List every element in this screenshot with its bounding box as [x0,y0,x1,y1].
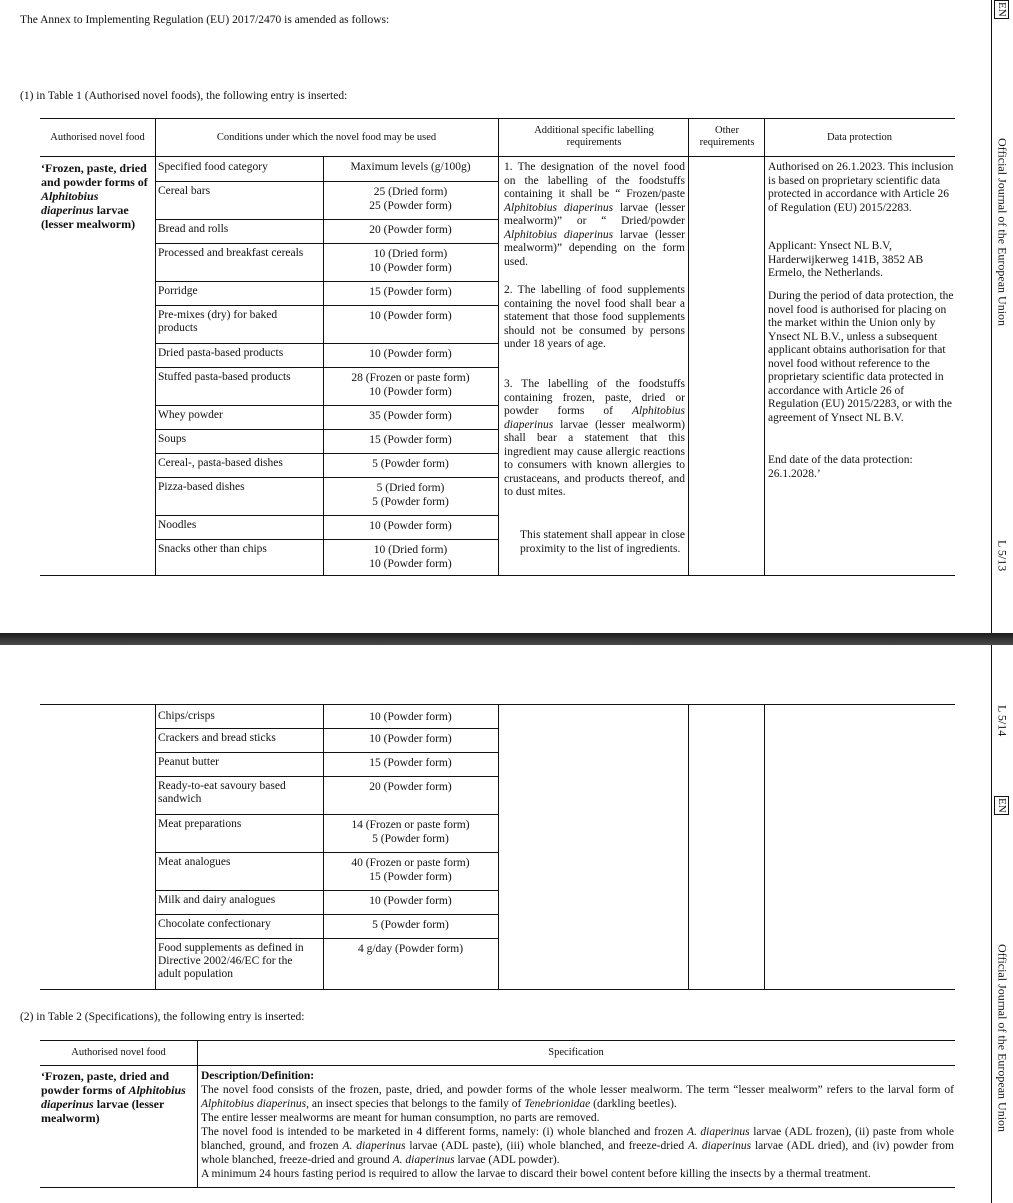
maximum-level: 10 (Powder form) [369,348,452,360]
maximum-level: 40 (Frozen or paste form) 15 (Powder form) [351,857,470,883]
intro-text: The Annex to Implementing Regulation (EU) 2017/2470 is amended as follows: [20,14,390,26]
t2-header-spec: Specification [548,1047,604,1058]
food-category: Chips/crisps [158,710,215,722]
maximum-level: 20 (Powder form) [369,781,452,793]
maximum-level: 28 (Frozen or paste form) 10 (Powder form) [351,372,470,398]
maximum-level: 5 (Powder form) [372,919,449,931]
t2-desc-title: Description/Definition: [201,1070,315,1082]
t2-desc-3: The novel food is intended to be marketed in 4 different forms, namely: (i) whole blanched and frozen A. diaperinus larvae (ADL frozen), (ii) paste from whole blanched, ground, and frozen A. diaperinus larvae (ADL paste), (iii) whole blanched, and freeze-dried A. diaperinus larvae (ADL dried), and (iv) powder from whole blanched, freeze-dried and ground A. diaperinus larvae (ADL powder). [201,1126,954,1166]
t1-cat-header: Specified food category [158,161,268,173]
food-category: Ready-to-eat savoury based sandwich [158,780,286,805]
food-category: Chocolate confectionary [158,918,271,930]
maximum-level: 5 (Powder form) [372,458,449,470]
t1-labelling-2: 2. The labelling of food supplements containing the novel food shall bear a statement that those food supplements should not be consumed by persons under 18 years of age. [504,284,685,350]
t1-header-labelling: Additional specific labelling requirements [534,125,654,148]
food-category: Crackers and bread sticks [158,732,276,744]
maximum-level: 10 (Powder form) [369,895,452,907]
food-category: Pizza-based dishes [158,481,245,493]
maximum-level: 35 (Powder form) [369,410,452,422]
t1-max-header: Maximum levels (g/100g) [350,161,471,173]
food-category: Pre-mixes (dry) for baked products [158,309,278,334]
food-category: Dried pasta-based products [158,347,284,359]
journal-title-top: Official Journal of the European Union [995,138,1010,327]
t2-spec [201,1069,954,1181]
journal-title-bottom: Official Journal of the European Union [995,944,1010,1133]
maximum-level: 20 (Powder form) [369,224,452,236]
t2-header-food: Authorised novel food [71,1047,166,1058]
food-category: Bread and rolls [158,223,229,235]
maximum-level: 10 (Powder form) [369,520,452,532]
item-2-text: (2) in Table 2 (Specifications), the following entry is inserted: [20,1011,305,1023]
t1-header-other: Other requirements [699,125,755,148]
t1-header-data: Data protection [826,132,892,143]
maximum-level: 10 (Powder form) [369,310,452,322]
maximum-level: 4 g/day (Powder form) [357,943,464,955]
food-category: Soups [158,433,187,445]
page-break [0,633,1013,645]
food-category: Snacks other than chips [158,543,267,555]
food-category: Meat analogues [158,856,231,868]
page-number-bottom: L 5/14 [995,705,1010,737]
page-number-top: L 5/13 [995,540,1010,572]
food-category: Noodles [158,519,197,531]
t1-header-conditions: Conditions under which the novel food may be used [216,132,437,143]
food-category: Whey powder [158,409,223,421]
maximum-level: 10 (Dried form) 10 (Powder form) [369,248,452,274]
maximum-level: 25 (Dried form) 25 (Powder form) [369,186,452,212]
t1-labelling-3: 3. The labelling of the foodstuffs containing frozen, paste, dried or powder forms of Alphitobius diaperinus larvae (lesser mealworm) shall bear a statement that this ingredient may cause allergic reactions to consumers with known allergies to crustaceans, and products thereof, and to dust mites. [504,378,685,498]
t1-data-2: Applicant: Ynsect NL B.V, Harderwijkerweg 141B, 3852 AB Ermelo, the Netherlands. [768,240,924,279]
food-category: Processed and breakfast cereals [158,247,304,259]
maximum-level: 5 (Dried form) 5 (Powder form) [372,482,449,508]
t1-data-3: During the period of data protection, the novel food is authorised for placing on the market within the Union only by Ynsect NL B.V., unless a subsequent applicant obtains authorisation for that novel food without reference to the proprietary scientific data protected in accordance with Article 26 of Regulation (EU) 2015/2283, or with the agreement of Ynsect NL B.V. [768,290,954,424]
food-category: Porridge [158,285,198,297]
t1-food-name: ‘Frozen, paste, dried and powder forms of Alphitobius diaperinus larvae (lesser mealworm) [41,161,148,231]
t1-data-1: Authorised on 26.1.2023. This inclusion is based on proprietary scientific data protected in accordance with Article 26 of Regulation (EU) 2015/2283. [768,161,954,214]
t1-labelling-1: 1. The designation of the novel food on the labelling of the foodstuffs containing it shall be “ Frozen/paste Alphitobius diaperinus larvae (lesser mealworm)” or “ Dried/powder Alphitobius diaperinus larvae (lesser mealworm)” depending on the form used. [504,161,685,268]
t1-data-4: End date of the data protection: 26.1.2028.’ [768,454,913,480]
maximum-level: 10 (Powder form) [369,711,452,723]
food-category: Milk and dairy analogues [158,894,276,906]
t2-desc-2: The entire lesser mealworms are meant for human consumption, no parts are removed. [201,1112,600,1124]
t2-food-name: ‘Frozen, paste, dried and powder forms of Alphitobius diaperinus larvae (lesser mealworm) [41,1069,186,1125]
t2-desc-4: A minimum 24 hours fasting period is required to allow the larvae to discard their bowel content before killing the insects by a thermal treatment. [201,1168,871,1180]
item-1-text: (1) in Table 1 (Authorised novel foods), the following entry is inserted: [20,90,348,102]
maximum-level: 10 (Powder form) [369,733,452,745]
food-category: Meat preparations [158,818,242,830]
food-category: Cereal bars [158,185,211,197]
lang-badge-bottom: EN [996,798,1008,813]
food-category: Peanut butter [158,756,219,768]
maximum-level: 15 (Powder form) [369,757,452,769]
t1-labelling-4: This statement shall appear in close proximity to the list of ingredients. [520,529,685,555]
lang-badge-top: EN [996,2,1008,17]
maximum-level: 14 (Frozen or paste form) 5 (Powder form) [351,819,470,845]
maximum-level: 15 (Powder form) [369,286,452,298]
food-category: Food supplements as defined in Directive 2002/46/EC for the adult population [158,942,304,980]
t1-header-food: Authorised novel food [50,132,145,143]
food-category: Cereal-, pasta-based dishes [158,457,283,469]
maximum-level: 15 (Powder form) [369,434,452,446]
food-category: Stuffed pasta-based products [158,371,291,383]
maximum-level: 10 (Dried form) 10 (Powder form) [369,544,452,570]
t2-desc-1: The novel food consists of the frozen, paste, dried, and powder forms of the whole lesser mealworm. The term “lesser mealworm” refers to the larval form of Alphitobius diaperinus, an insect species that belongs to the family of Tenebrionidae (darkling beetles). [201,1084,954,1110]
